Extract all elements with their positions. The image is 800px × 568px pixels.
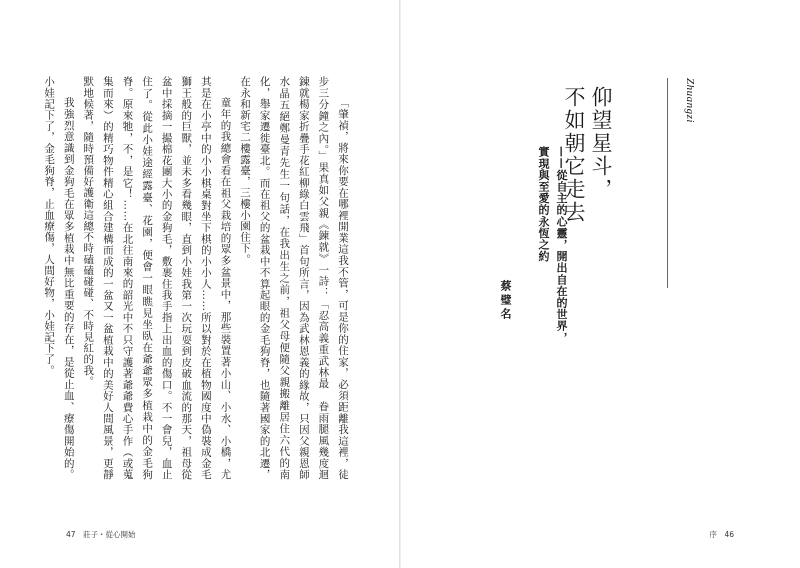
subtitle-line-2: 實現與至愛的永恆之約 <box>537 146 550 262</box>
left-folio: 47 莊子・從心開始 <box>66 530 136 539</box>
author-name: 蔡璧名 <box>499 280 512 322</box>
right-folio: 序 46 <box>709 530 734 539</box>
body-text <box>43 76 352 492</box>
vertical-rule <box>667 78 668 288</box>
series-label: Zhuangzi <box>684 78 696 123</box>
subtitle-line-1: ——從自主的心靈，開出自在的世界， <box>555 146 568 344</box>
paragraph-1: 「肇禎，將來你要在哪裡開業這我不管，可是你的住家，必須距離我這裡，徒步三分鐘之內。」果真如父親《鍊就》一詩：「忍高義重武林最 眷雨腿風幾度迴 錬就楊家折疊手花紅柳綠白雲飛」首句所言，因為武林恩義的緣故，只因父親恩師水晶五絕鄭曼青先生一句話，在我出生之前，祖父母便隨父親搬離居住六代的南化，舉家遷徙臺北。而在祖父的盆栽中不算起眼的金毛狗脊，也隨著國家的北遷，在永和新宅二樓露臺，三樓小園住下。 <box>239 76 349 492</box>
title-line-2: 不如朝它走去 <box>562 86 586 224</box>
chapter-subtitle <box>534 146 570 343</box>
paragraph-3: 我強烈意識到金狗毛在眾多植栽中無比重要的存在，是從止血、療傷開始的。小娃記下了，金毛狗脊，止血療傷，人間好物，小娃記下了。 <box>43 76 75 480</box>
title-line-1: 仰望星斗， <box>589 86 613 201</box>
paragraph-2: 童年的我總會看在祖父栽培的眾多盆景中，那些裝置著小山、小水、小橋，尤其是在小亭中的小小棋桌對坐下棋的小小人……所以對於在植物國度中偽裝成金毛獅王般的巨獸，並未多看幾眼，直到小娃我第一次玩耍到皮破血流的那天，祖母從盆中採摘一撮棉花團大小的金狗毛，敷裹住我手指上出血的傷口。不一會兒，血止住了。從此小娃途經露臺、花園，便會一眼瞧見坐臥在爺爺眾多植栽中的金毛狗脊。原來牠，不，是它！……在北往南來的韶光中不只守護著爺爺費心手作（或蒐集而來）的精巧物件精心組合建構而成的一盆又一盆植栽中的美好人間風景，更靜默地候著，隨時預備好護衛這總不時磕磕碰碰、不時見紅的我。 <box>82 76 232 480</box>
